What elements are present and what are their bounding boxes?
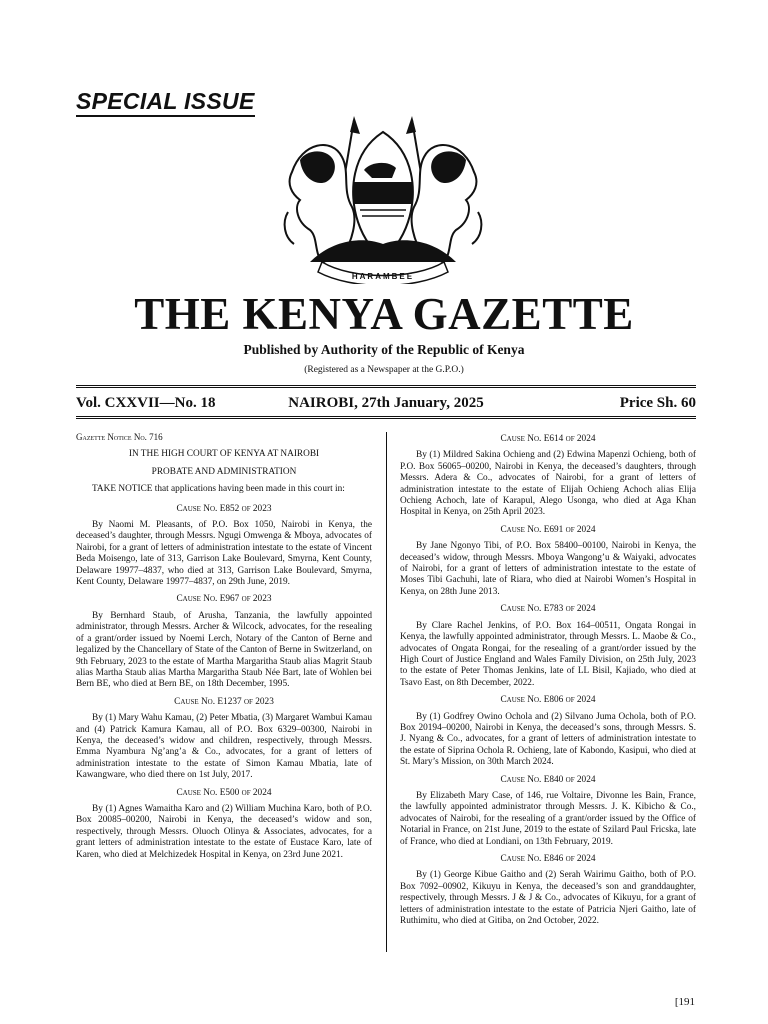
cause-heading: Cause No. E500 of 2024 <box>176 787 272 798</box>
cause-heading: Cause No. E840 of 2024 <box>500 774 596 785</box>
cause-text: By Elizabeth Mary Case, of 146, rue Voltaire, Divonne les Bain, France, the lawfully appointed administrator through Messrs. J. K. Kibicho & Co., advocates of Nairobi, for the resealing of a grant/order issued by the Office of Notarial in France, on 21st June, 2019 to the estate of Szilard Paul Fricska, late of France, who died at Londiani, on 13th February, 2019. <box>400 790 696 847</box>
special-issue-label: SPECIAL ISSUE <box>76 88 255 117</box>
cause-text: By Jane Ngonyo Tibi, of P.O. Box 58400–00100, Nairobi in Kenya, the deceased’s widow, through Messrs. Mboya Wangong’u & Waiyaki, advocates of Nairobi, for a grant of letters of administration intestate to the estate of Moses Tibi Gachuhi, late of Riara, who died at Nairobi Women’s Hospital in Kenya, on 28th June 2013. <box>400 541 696 597</box>
cause-text: By Clare Rachel Jenkins, of P.O. Box 164–00511, Ongata Rongai in Kenya, the lawfully appointed administrator, through Messrs. L. Maobe & Co., advocates of Ongata Rongai, for the resealing of a grant/order issued by the High Court of Justice England and Wales Family Division, on 25th July, 2023 to the estate of Peter Thomas Jenkins, late of LL Bisil, Kajiado, who died at Tsavo East, on 8th December, 2022. <box>400 620 696 688</box>
kenya-coat-of-arms-emblem <box>272 112 494 284</box>
cause-text: By (1) Mary Wahu Kamau, (2) Peter Mbatia, (3) Margaret Wambui Kamau and (4) Patrick Kamura Kamau, all of P.O. Box 6329–00300, Nairobi in Kenya, the deceased’s widow and children, respectively, through Messrs. Emma Nyambura Ng’ang’a & Co., advocates, for a grant of letters of administration intestate to the estate of Simon Kamau Mbatia, late of Kawangware, who died there on 1st July, 2017. <box>76 713 372 781</box>
take-notice-paragraph <box>76 484 372 495</box>
right-column <box>400 432 696 933</box>
masthead-top-rule <box>76 385 696 388</box>
take-notice-rest: that applications having been made in this court in: <box>152 484 345 495</box>
court-heading: IN THE HIGH COURT OF KENYA AT NAIROBI <box>128 449 320 460</box>
cause-text: By (1) George Kibue Gaitho and (2) Serah Wairimu Gaitho, both of P.O. Box 7092–00902, Kikuyu in Kenya, the deceased’s son and granddaughter, respectively, through Messrs. J & J & Co., advocates of Kikuyu, for a grant of letters of administration intestate to the estate of Patricia Njeri Gaitho, late of Ruthimitu, who died at Gitiba, on 2nd October, 2022. <box>400 870 696 927</box>
cause-heading: Cause No. E852 of 2023 <box>176 503 272 514</box>
registered-line: (Registered as a Newspaper at the G.P.O.) <box>304 365 464 375</box>
masthead-bottom-rule <box>76 416 696 419</box>
issue-date: NAIROBI, 27th January, 2025 <box>288 395 484 411</box>
cause-text: By (1) Mildred Sakina Ochieng and (2) Edwina Mapenzi Ochieng, both of P.O. Box 56065–00200, Nairobi in Kenya, the deceased’s daughters, through Messrs. Adera & Co., advocates of Nairobi, for a grant of letters of administration intestate to the estate of Elijah Ochieng Achoch alias Elija Ochieng Achoch, late of Karapul, Alego Usonga, who died at Aga Khan Hospital in Kenya, on 25th April 2023. <box>400 450 696 518</box>
cause-heading: Cause No. E1237 of 2023 <box>174 696 274 707</box>
cause-text: By (1) Agnes Wamaitha Karo and (2) William Muchina Karo, both of P.O. Box 20085–00200, Nairobi in Kenya, the deceased’s widow and son, respectively, through Messrs. Oluoch Olinya & Associates, advocates, for a grant letters of administration intestate to the estate of Eustace Karo, late of Karen, who died at Melchizedek Hospital in Kenya, on 23rd June 2021. <box>76 803 372 860</box>
masthead <box>76 393 696 413</box>
cause-heading: Cause No. E783 of 2024 <box>500 604 596 615</box>
division-heading: PROBATE AND ADMINISTRATION <box>151 466 297 477</box>
gazette-notice-number: Gazette Notice No. 716 <box>76 432 163 442</box>
cause-text: By (1) Godfrey Owino Ochola and (2) Silvano Juma Ochola, both of P.O. Box 20194–00200, Nairobi in Kenya, the deceased’s sons, through Messrs. S. J. Nyang & Co., advocates, for a grant of letters of administration intestate to the estate of Siprina Ochola R. Ochieng, late of Kabondo, Kasipui, who died at St. Mary’s Mission, on 30th March 2024. <box>400 711 696 768</box>
column-divider <box>386 432 387 952</box>
emblem-motto: HARAMBEE <box>351 272 415 281</box>
published-by-line: Published by Authority of the Republic of Kenya <box>243 342 525 357</box>
take-notice-lead: TAKE NOTICE <box>92 484 153 495</box>
page-number: [191 <box>674 996 695 1008</box>
cause-heading: Cause No. E614 of 2024 <box>500 434 596 444</box>
cause-text: By Naomi M. Pleasants, of P.O. Box 1050, Nairobi in Kenya, the deceased’s daughter, through Messrs. Ngugi Omwenga & Mboya, advocates of Nairobi, for a grant of letters of administration intestate to the estate of Vincent Beda Moisengo, late of 313, Garrison Lake Boulevard, Smyrna, Kent County, Delaware 19977–4837, who died at 313, Garrison Lake Boulevard, Smyrna, Kent County, Delaware 19977–4837, on 29th June, 2019. <box>76 520 372 588</box>
cause-text: By Bernhard Staub, of Arusha, Tanzania, the lawfully appointed administrator, through Messrs. Archer & Wilcock, advocates, for the resealing of a grant/order issued by Noemi Lerch, Notary of the Canton of Berne and legalized by the Chancellary of State of the Canton of Berne in Switzerland, on 9th February, 2023 to the estate of Martha Margaritha Staub alias Magrit Staub alias Martha Staub alias Martha Margaritha Staub Née Bart, late of Wohlen bei Bern BE, who died at Bern BE, on 18th December, 1995. <box>76 610 372 690</box>
cause-heading: Cause No. E846 of 2024 <box>500 854 596 864</box>
cause-heading: Cause No. E691 of 2024 <box>500 524 596 535</box>
cause-heading: Cause No. E806 of 2024 <box>500 695 596 706</box>
cause-heading: Cause No. E967 of 2023 <box>176 594 272 605</box>
volume-number: Vol. CXXVII—No. 18 <box>76 395 216 411</box>
gazette-title: THE KENYA GAZETTE <box>134 289 634 339</box>
price: Price Sh. 60 <box>619 395 696 411</box>
left-column <box>76 432 372 867</box>
